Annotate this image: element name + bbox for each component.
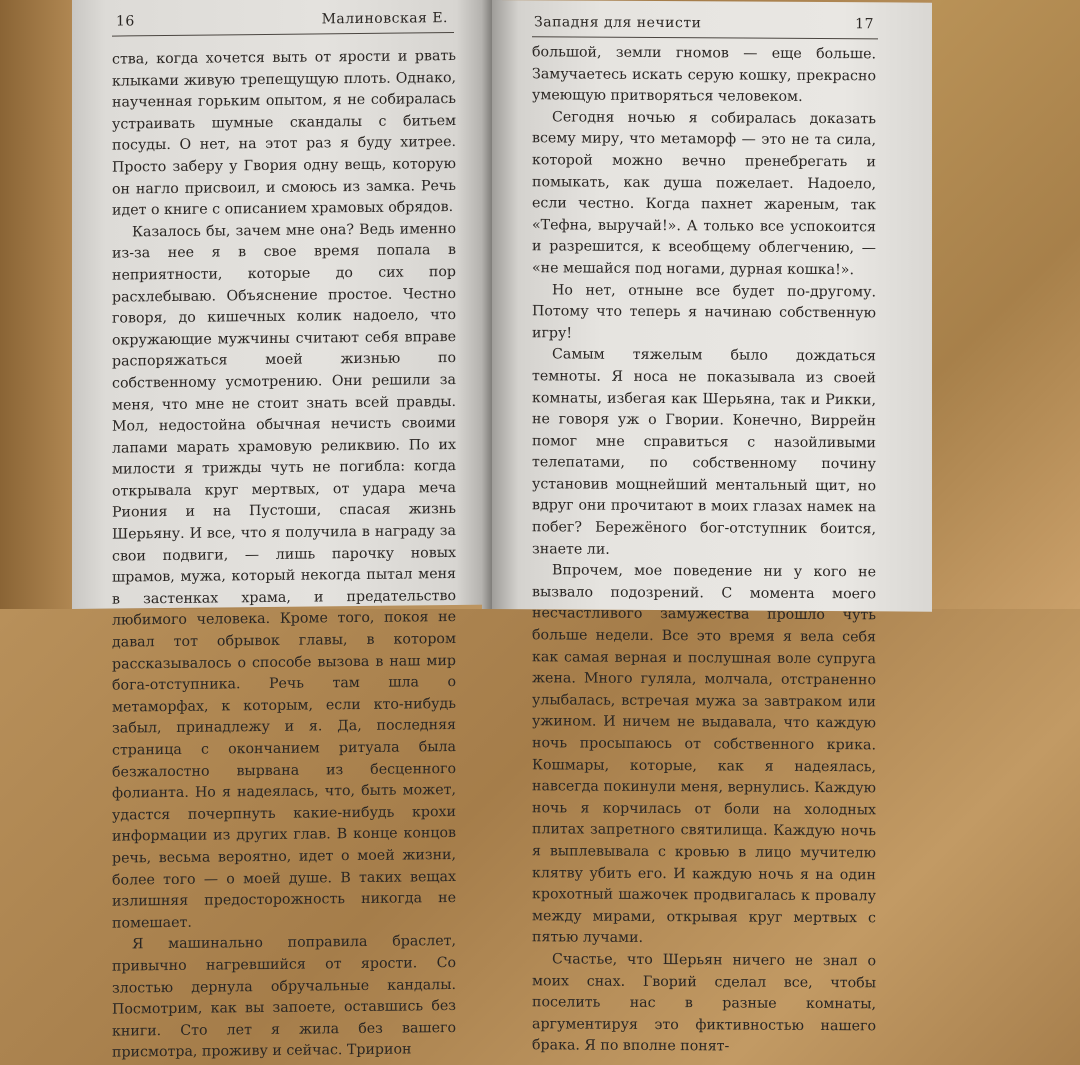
right-running-head: Западня для нечисти	[534, 14, 702, 32]
left-header-rule	[112, 32, 454, 37]
right-page	[492, 0, 932, 1055]
left-running-head: Малиновская Е.	[321, 10, 448, 28]
left-page-number: 16	[116, 13, 135, 30]
paragraph: Счастье, что Шерьян ничего не знал о моих снах. Гворий сделал все, чтобы поселить нас в разные комнаты, аргументируя это фиктивностью нашего брака. Я по вполне понят-	[532, 951, 876, 1055]
right-body-text	[532, 42, 876, 1059]
left-body-text	[112, 46, 456, 1065]
paragraph: Казалось бы, зачем мне она? Ведь именно из-за нее я в свое время попала в неприятности, которые до сих пор расхлебываю. Объяснение простое. Честно говоря, до кишечных колик надоело, что окружающие мужчины считают себя вправе распоряжаться моей жизнью по собственному усмотрению. Они решили за меня, что мне не стоит знать всей правды. Мол, недостойна обычная нечисть своими лапами марать храмовую реликвию. По их милости я трижды чуть не погибла: когда открывала круг мертвых, от удара меча Риония и на Пустоши, спасая жизнь Шерьяну. И все, что я получила в награду за свои подвиги, — лишь парочку новых шрамов, мужа, который некогда пытал меня в застенках храма, и предательство любимого человека. Кроме того, покоя не давал тот обрывок главы, в котором рассказывалось о способе вызова в наш мир бога-отступника. Речь там шла о метаморфах, к которым, если кто-нибудь забыл, принадлежу и я. Да, последняя страница с окончанием ритуала была безжалостно вырвана из бесценного фолианта. Но я надеялась, что, быть может, удастся почерпнуть какие-нибудь крохи информации из других глав. В конце концов речь, весьма вероятно, идет о моей жизни, более того — о моей душе. В таких вещах излишняя предосторожность никогда не помешает.	[112, 220, 456, 932]
paragraph: большой, земли гномов — еще больше. Замучаетесь искать серую кошку, прекрасно умеющую притворяться человеком.	[532, 44, 876, 106]
paragraph: Сегодня ночью я собиралась доказать всему миру, что метаморф — это не та сила, которой можно вечно пренебрегать и помыкать, как душа пожелает. Надоело, если честно. Когда пахнет жареным, так «Тефна, выручай!». А только все успокоится и разрешится, к всеобщему облегчению, — «не мешайся под ногами, дурная кошка!».	[532, 109, 876, 279]
paragraph: Я машинально поправила браслет, привычно нагревшийся от ярости. Со злостью дернула обручальные кандалы. Посмотрим, как вы запоете, оставшись без книги. Сто лет я жила без вашего присмотра, проживу и сейчас. Тририон	[112, 933, 456, 1061]
background-surface	[0, 0, 80, 609]
table-surface	[932, 0, 1080, 609]
paragraph: Но нет, отныне все будет по-другому. Потому что теперь я начинаю собственную игру!	[532, 281, 876, 342]
right-header-rule	[532, 36, 878, 39]
paragraph: Самым тяжелым было дождаться темноты. Я носа не показывала из своей комнаты, избегая как Шерьяна, так и Рикки, не говоря уж о Гвории. Конечно, Виррейн помог мне справиться с назойливыми телепатами, по собственному почину установив мощнейший ментальный щит, но вдруг они прочитают в моих глазах намек на побег? Бережёного бог-отступник боится, знаете ли.	[532, 346, 876, 558]
paragraph: ства, когда хочется выть от ярости и рвать клыками живую трепещущую плоть. Однако, наученная горьким опытом, я не собиралась устраивать шумные скандалы с битьем посуды. О нет, на этот раз я буду хитрее. Просто заберу у Гвория одну вещь, которую он нагло присвоил, и смоюсь из замка. Речь идет о книге с описанием храмовых обрядов.	[112, 47, 456, 219]
left-page	[72, 0, 490, 1061]
paragraph: Впрочем, мое поведение ни у кого не вызвало подозрений. С момента моего несчастливого замужества прошло чуть больше недели. Все это время я вела себя как самая верная и послушная воле супруга жена. Много гуляла, молчала, отстраненно улыбалась, встречая мужа за завтраком или ужином. И ничем не выдавала, что каждую ночь просыпаюсь от собственного крика. Кошмары, которые, как я надеялась, навсегда покинули меня, вернулись. Каждую ночь я корчилась от боли на холодных плитах запретного святилища. Каждую ночь я выплевывала с кровью в лицо мучителю клятву убить его. И каждую ночь я на один крохотный шажочек продвигалась к провалу между мирами, открывая круг мертвых с пятью лучами.	[532, 562, 876, 947]
right-page-number: 17	[855, 16, 874, 33]
